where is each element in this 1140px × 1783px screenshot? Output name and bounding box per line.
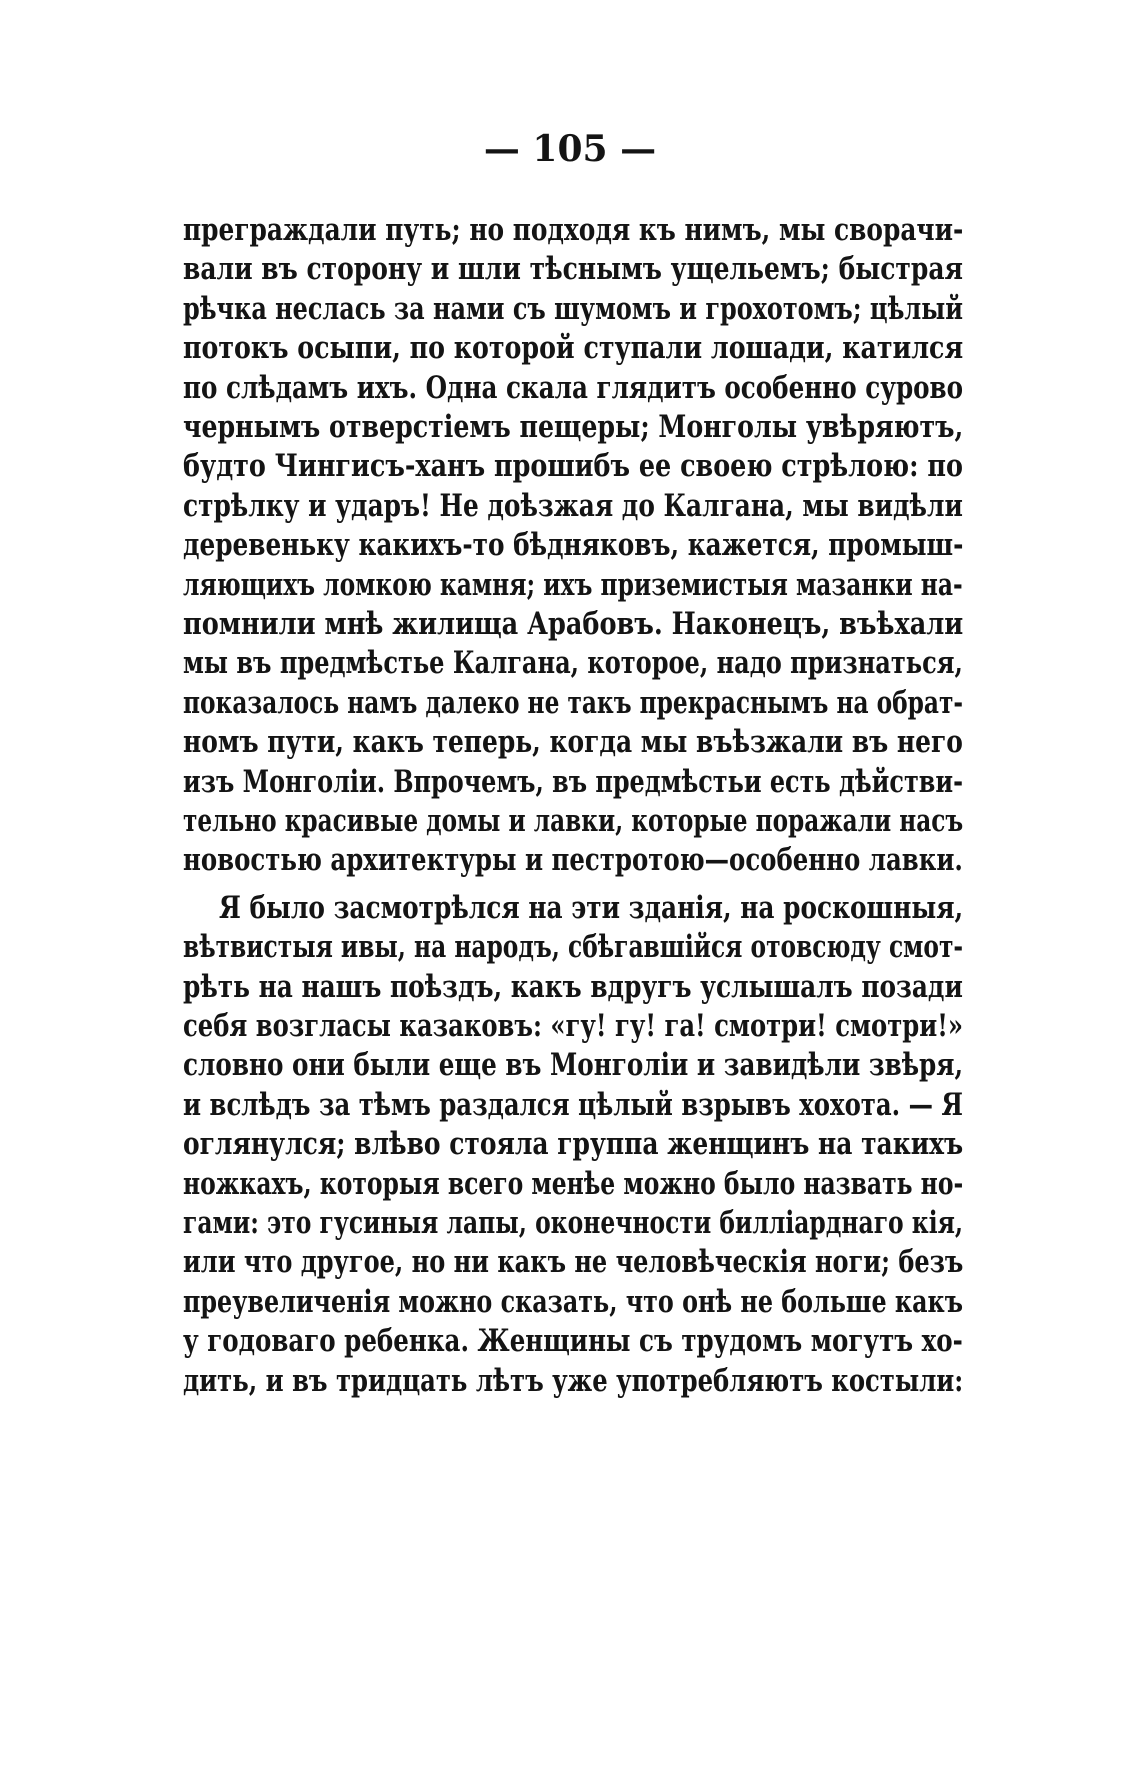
text-line: рѣть на нашъ поѣздъ, какъ вдругъ услышалъ позади bbox=[183, 968, 963, 1005]
text-line: стрѣлку и ударъ! Не доѣзжая до Калгана, мы видѣли bbox=[183, 487, 963, 524]
text-line: чернымъ отверстіемъ пещеры; Монголы увѣряютъ, bbox=[183, 409, 964, 445]
text-line: новостью архитектуры и пестротою—особенно лавки. bbox=[183, 842, 963, 879]
text-line: ляющихъ ломкою камня; ихъ приземистыя мазанки на- bbox=[183, 566, 963, 603]
text-line: мы въ предмѣстье Калгана, которое, надо признаться, bbox=[183, 645, 963, 682]
text-line: помнили мнѣ жилища Арабовъ. Наконецъ, въѣхали bbox=[183, 606, 964, 642]
page-number: — 105 — bbox=[483, 128, 657, 170]
text-line: вѣтвистыя ивы, на народъ, сбѣгавшійся отовсюду смот- bbox=[183, 929, 964, 966]
text-line: словно они были еще въ Монголіи и завидѣли звѣря, bbox=[183, 1047, 964, 1084]
text-line: преграждали путь; но подходя къ нимъ, мы сворачи- bbox=[183, 212, 964, 248]
paragraph-start-line: Я было засмотрѣлся на эти зданія, на роскошныя, bbox=[219, 889, 964, 926]
text-line: преувеличенія можно сказать, что онѣ не больше какъ bbox=[183, 1283, 963, 1320]
text-line: дить, и въ тридцать лѣтъ уже употребляютъ костыли: bbox=[183, 1362, 964, 1399]
text-line: потокъ осыпи, по которой ступали лошади, катился bbox=[183, 330, 964, 367]
text-line: показалось намъ далеко не такъ прекраснымъ на обрат- bbox=[183, 684, 964, 721]
text-line: тельно красивые домы и лавки, которые поражали насъ bbox=[183, 803, 964, 839]
text-line: оглянулся; влѣво стояла группа женщинъ на такихъ bbox=[183, 1126, 964, 1163]
text-line: себя возгласы казаковъ: «гу! гу! га! смотри! смотри!» bbox=[183, 1008, 964, 1044]
text-line: и вслѣдъ за тѣмъ раздался цѣлый взрывъ хохота. — Я bbox=[183, 1086, 963, 1123]
text-line: деревеньку какихъ-то бѣдняковъ, кажется, промыш- bbox=[183, 527, 964, 564]
text-line: по слѣдамъ ихъ. Одна скала глядитъ особенно сурово bbox=[183, 369, 964, 406]
text-line: номъ пути, какъ теперь, когда мы въѣзжали въ него bbox=[183, 724, 963, 761]
text-line: будто Чингисъ-ханъ прошибъ ее своею стрѣлою: по bbox=[183, 448, 963, 485]
text-line: гами: это гусиныя лапы, оконечности билліарднаго кія, bbox=[183, 1205, 964, 1241]
text-line: ножкахъ, которыя всего менѣе можно было назвать но- bbox=[183, 1165, 964, 1202]
text-line: вали въ сторону и шли тѣснымъ ущельемъ; быстрая bbox=[183, 251, 963, 288]
text-line: или что другое, но ни какъ не человѣческія ноги; безъ bbox=[183, 1244, 964, 1281]
text-line: изъ Монголіи. Впрочемъ, въ предмѣстьи есть дѣйстви- bbox=[183, 763, 964, 800]
text-line: рѣчка неслась за нами съ шумомъ и грохотомъ; цѣлый bbox=[183, 290, 963, 327]
text-line: у годоваго ребенка. Женщины съ трудомъ могутъ хо- bbox=[183, 1323, 963, 1360]
